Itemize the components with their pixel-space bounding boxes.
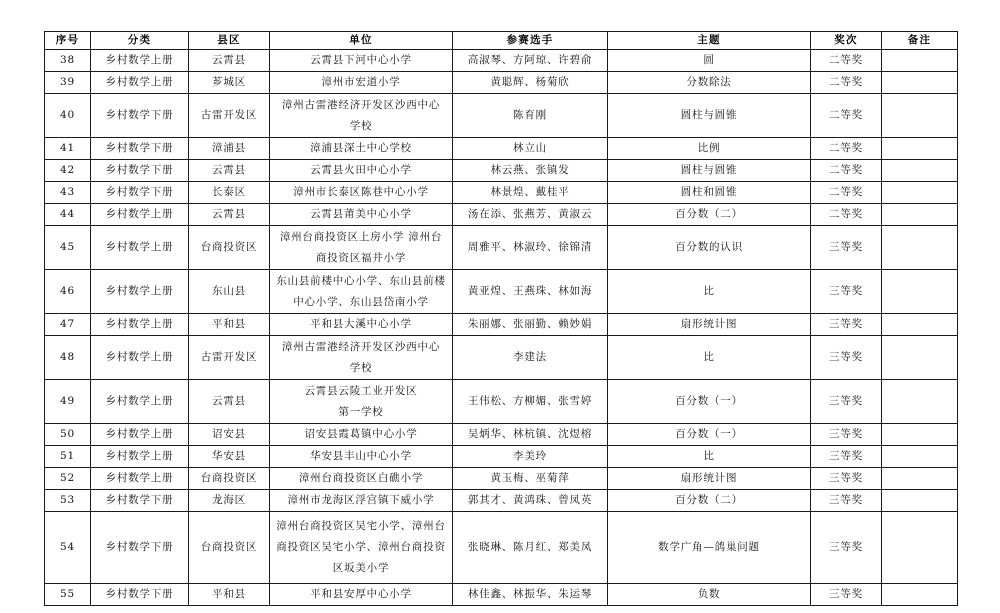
- cell-award: 三等奖: [811, 468, 882, 490]
- cell-topic: 比例: [608, 138, 811, 160]
- cell-district: 平和县: [189, 314, 270, 336]
- cell-unit: 漳州台商投资区上房小学 漳州台 商投资区福井小学: [270, 226, 453, 270]
- table-row: [45, 160, 958, 182]
- header-participants: 参赛选手: [453, 32, 608, 50]
- cell-category: 乡村数学下册: [91, 160, 189, 182]
- cell-participants: 黄聪辉、杨菊欣: [453, 72, 608, 94]
- cell-remark: [882, 138, 958, 160]
- cell-remark: [882, 512, 958, 584]
- cell-unit: 漳州台商投资区吴宅小学、漳州台 商投资区吴宅小学、漳州台商投资 区坂美小学: [270, 512, 453, 584]
- cell-category: 乡村数学上册: [91, 380, 189, 424]
- cell-participants: 林佳鑫、林振华、朱运琴: [453, 584, 608, 606]
- cell-topic: 扇形统计图: [608, 314, 811, 336]
- cell-district: 云霄县: [189, 50, 270, 72]
- cell-no: 44: [45, 204, 91, 226]
- cell-award: 三等奖: [811, 336, 882, 380]
- table-row: [45, 490, 958, 512]
- cell-category: 乡村数学上册: [91, 72, 189, 94]
- cell-award: 二等奖: [811, 138, 882, 160]
- cell-category: 乡村数学上册: [91, 204, 189, 226]
- cell-topic: 百分数（二）: [608, 490, 811, 512]
- cell-participants: 张晓琳、陈月红、郑美凤: [453, 512, 608, 584]
- cell-participants: 黄玉梅、巫菊萍: [453, 468, 608, 490]
- cell-award: 三等奖: [811, 424, 882, 446]
- cell-category: 乡村数学上册: [91, 424, 189, 446]
- cell-unit: 漳州市龙海区浮宫镇下威小学: [270, 490, 453, 512]
- table-body: [45, 50, 958, 606]
- cell-remark: [882, 94, 958, 138]
- header-unit: 单位: [270, 32, 453, 50]
- table-row: [45, 446, 958, 468]
- cell-remark: [882, 336, 958, 380]
- table-row: [45, 226, 958, 270]
- cell-topic: 扇形统计图: [608, 468, 811, 490]
- cell-participants: 汤在添、张燕芳、黄淑云: [453, 204, 608, 226]
- cell-district: 华安县: [189, 446, 270, 468]
- table-row: [45, 182, 958, 204]
- cell-no: 52: [45, 468, 91, 490]
- header-category: 分类: [91, 32, 189, 50]
- cell-topic: 圆柱与圆锥: [608, 160, 811, 182]
- cell-participants: 林景煌、戴桂平: [453, 182, 608, 204]
- cell-award: 三等奖: [811, 314, 882, 336]
- cell-topic: 圆柱与圆锥: [608, 94, 811, 138]
- cell-topic: 百分数（一）: [608, 380, 811, 424]
- cell-district: 台商投资区: [189, 512, 270, 584]
- cell-participants: 王伟松、方柳媚、张雪婷: [453, 380, 608, 424]
- cell-no: 50: [45, 424, 91, 446]
- cell-remark: [882, 72, 958, 94]
- table-row: [45, 270, 958, 314]
- cell-district: 古雷开发区: [189, 336, 270, 380]
- cell-topic: 百分数（二）: [608, 204, 811, 226]
- cell-category: 乡村数学下册: [91, 512, 189, 584]
- cell-topic: 比: [608, 446, 811, 468]
- header-remark: 备注: [882, 32, 958, 50]
- cell-remark: [882, 270, 958, 314]
- cell-district: 平和县: [189, 584, 270, 606]
- cell-participants: 黄亚煌、王燕珠、林如海: [453, 270, 608, 314]
- cell-remark: [882, 490, 958, 512]
- cell-unit: 华安县丰山中心小学: [270, 446, 453, 468]
- cell-unit: 漳浦县深土中心学校: [270, 138, 453, 160]
- cell-district: 云霄县: [189, 204, 270, 226]
- header-topic: 主题: [608, 32, 811, 50]
- cell-remark: [882, 50, 958, 72]
- cell-category: 乡村数学上册: [91, 50, 189, 72]
- cell-no: 51: [45, 446, 91, 468]
- cell-remark: [882, 446, 958, 468]
- table-row: [45, 138, 958, 160]
- cell-no: 43: [45, 182, 91, 204]
- cell-topic: 分数除法: [608, 72, 811, 94]
- table-row: [45, 336, 958, 380]
- cell-participants: 郭其才、黄鸿珠、曾凤英: [453, 490, 608, 512]
- table-row: [45, 204, 958, 226]
- cell-unit: 漳州台商投资区白礁小学: [270, 468, 453, 490]
- table-row: [45, 584, 958, 606]
- cell-award: 三等奖: [811, 380, 882, 424]
- table-row: [45, 314, 958, 336]
- cell-no: 42: [45, 160, 91, 182]
- header-district: 县区: [189, 32, 270, 50]
- cell-category: 乡村数学下册: [91, 138, 189, 160]
- cell-no: 40: [45, 94, 91, 138]
- cell-remark: [882, 226, 958, 270]
- table-row: [45, 512, 958, 584]
- cell-topic: 比: [608, 336, 811, 380]
- cell-topic: 比: [608, 270, 811, 314]
- cell-district: 台商投资区: [189, 226, 270, 270]
- cell-no: 53: [45, 490, 91, 512]
- cell-category: 乡村数学上册: [91, 314, 189, 336]
- cell-no: 46: [45, 270, 91, 314]
- cell-category: 乡村数学上册: [91, 336, 189, 380]
- table-row: [45, 72, 958, 94]
- cell-topic: 圆柱和圆锥: [608, 182, 811, 204]
- cell-unit: 漳州市宏道小学: [270, 72, 453, 94]
- cell-remark: [882, 314, 958, 336]
- cell-award: 二等奖: [811, 72, 882, 94]
- cell-award: 三等奖: [811, 446, 882, 468]
- cell-category: 乡村数学下册: [91, 584, 189, 606]
- cell-topic: 圆: [608, 50, 811, 72]
- cell-no: 38: [45, 50, 91, 72]
- cell-no: 45: [45, 226, 91, 270]
- cell-district: 东山县: [189, 270, 270, 314]
- cell-district: 长泰区: [189, 182, 270, 204]
- cell-no: 48: [45, 336, 91, 380]
- cell-remark: [882, 468, 958, 490]
- cell-no: 39: [45, 72, 91, 94]
- cell-participants: 李美玲: [453, 446, 608, 468]
- cell-district: 台商投资区: [189, 468, 270, 490]
- cell-participants: 高淑琴、方阿琼、许碧俞: [453, 50, 608, 72]
- cell-award: 二等奖: [811, 204, 882, 226]
- cell-participants: 陈育刚: [453, 94, 608, 138]
- cell-award: 二等奖: [811, 160, 882, 182]
- table-header: [45, 32, 958, 50]
- cell-topic: 负数: [608, 584, 811, 606]
- cell-participants: 林云燕、张镇发: [453, 160, 608, 182]
- cell-district: 龙海区: [189, 490, 270, 512]
- cell-participants: 朱丽娜、张丽勤、赖妙娟: [453, 314, 608, 336]
- cell-remark: [882, 380, 958, 424]
- cell-category: 乡村数学上册: [91, 446, 189, 468]
- cell-topic: 数学广角—鸽巢问题: [608, 512, 811, 584]
- cell-remark: [882, 160, 958, 182]
- cell-category: 乡村数学下册: [91, 94, 189, 138]
- cell-remark: [882, 584, 958, 606]
- cell-unit: 云霄县下河中心小学: [270, 50, 453, 72]
- cell-unit: 云霄县火田中心小学: [270, 160, 453, 182]
- cell-district: 芗城区: [189, 72, 270, 94]
- cell-unit: 漳州古雷港经济开发区沙西中心 学校: [270, 94, 453, 138]
- cell-unit: 云霄县莆美中心小学: [270, 204, 453, 226]
- cell-category: 乡村数学下册: [91, 490, 189, 512]
- cell-award: 二等奖: [811, 182, 882, 204]
- cell-topic: 百分数的认识: [608, 226, 811, 270]
- cell-category: 乡村数学下册: [91, 182, 189, 204]
- header-no: 序号: [45, 32, 91, 50]
- table-header-row: [45, 32, 958, 50]
- cell-participants: 林立山: [453, 138, 608, 160]
- cell-district: 云霄县: [189, 380, 270, 424]
- cell-remark: [882, 204, 958, 226]
- cell-no: 55: [45, 584, 91, 606]
- cell-topic: 百分数（一）: [608, 424, 811, 446]
- cell-no: 49: [45, 380, 91, 424]
- table-row: [45, 468, 958, 490]
- cell-category: 乡村数学上册: [91, 226, 189, 270]
- cell-award: 三等奖: [811, 490, 882, 512]
- cell-participants: 李建法: [453, 336, 608, 380]
- table-row: [45, 50, 958, 72]
- table-row: [45, 424, 958, 446]
- cell-award: 二等奖: [811, 50, 882, 72]
- table-row: [45, 94, 958, 138]
- cell-participants: 周雅平、林淑玲、徐锦清: [453, 226, 608, 270]
- table-row: [45, 380, 958, 424]
- cell-category: 乡村数学上册: [91, 468, 189, 490]
- header-award: 奖次: [811, 32, 882, 50]
- cell-unit: 诏安县霞葛镇中心小学: [270, 424, 453, 446]
- cell-unit: 东山县前楼中心小学、东山县前楼 中心小学、东山县岱南小学: [270, 270, 453, 314]
- cell-category: 乡村数学上册: [91, 270, 189, 314]
- cell-district: 古雷开发区: [189, 94, 270, 138]
- cell-award: 三等奖: [811, 270, 882, 314]
- cell-district: 云霄县: [189, 160, 270, 182]
- cell-district: 漳浦县: [189, 138, 270, 160]
- award-table: [44, 31, 958, 606]
- cell-no: 47: [45, 314, 91, 336]
- cell-unit: 漳州市长泰区陈巷中心小学: [270, 182, 453, 204]
- cell-unit: 云霄县云陵工业开发区 第一学校: [270, 380, 453, 424]
- cell-participants: 吴炳华、林杭镇、沈煜榕: [453, 424, 608, 446]
- cell-district: 诏安县: [189, 424, 270, 446]
- cell-award: 二等奖: [811, 94, 882, 138]
- cell-remark: [882, 182, 958, 204]
- cell-award: 三等奖: [811, 512, 882, 584]
- cell-remark: [882, 424, 958, 446]
- cell-unit: 漳州古雷港经济开发区沙西中心 学校: [270, 336, 453, 380]
- cell-no: 41: [45, 138, 91, 160]
- cell-award: 三等奖: [811, 584, 882, 606]
- cell-no: 54: [45, 512, 91, 584]
- cell-award: 三等奖: [811, 226, 882, 270]
- cell-unit: 平和县安厚中心小学: [270, 584, 453, 606]
- cell-unit: 平和县大溪中心小学: [270, 314, 453, 336]
